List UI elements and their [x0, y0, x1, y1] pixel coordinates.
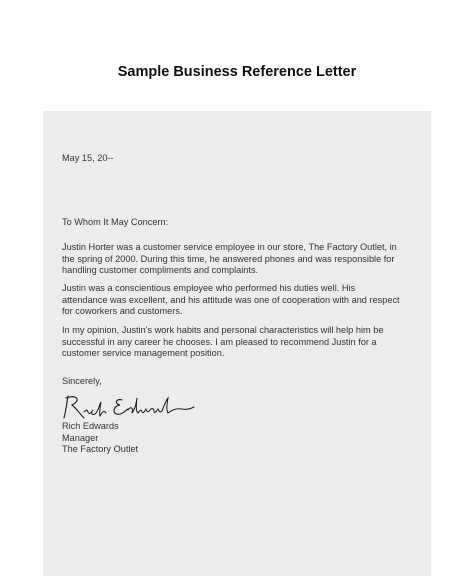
signer-name: Rich Edwards — [62, 421, 119, 431]
handwritten-signature — [58, 392, 198, 422]
document-title: Sample Business Reference Letter — [117, 64, 357, 80]
signer-company: The Factory Outlet — [62, 444, 139, 455]
signature-block — [62, 421, 262, 456]
letter-closing: Sincerely, — [62, 376, 102, 386]
letter-date: May 15, 20-- — [62, 153, 114, 163]
letter-paragraph-3: In my opinion, Justin's work habits and personal characteristics will help him be successful in any career he chooses. I am pleased to recommend Justin for a customer service management position. — [62, 325, 384, 359]
signer-title: Manager — [62, 432, 99, 443]
letter-paragraph-1: Justin Horter was a customer service employee in our store, The Factory Outlet, in the spring of 2000. During this time, he answered phones and was responsible for handling customer compliments and complaints. — [62, 242, 397, 276]
letter-salutation: To Whom It May Concern: — [62, 217, 169, 227]
letter-paragraph-2: Justin was a conscientious employee who performed his duties well. His attendance was excellent, and his attitude was one of cooperation with and respect for coworkers and customers. — [62, 283, 400, 317]
